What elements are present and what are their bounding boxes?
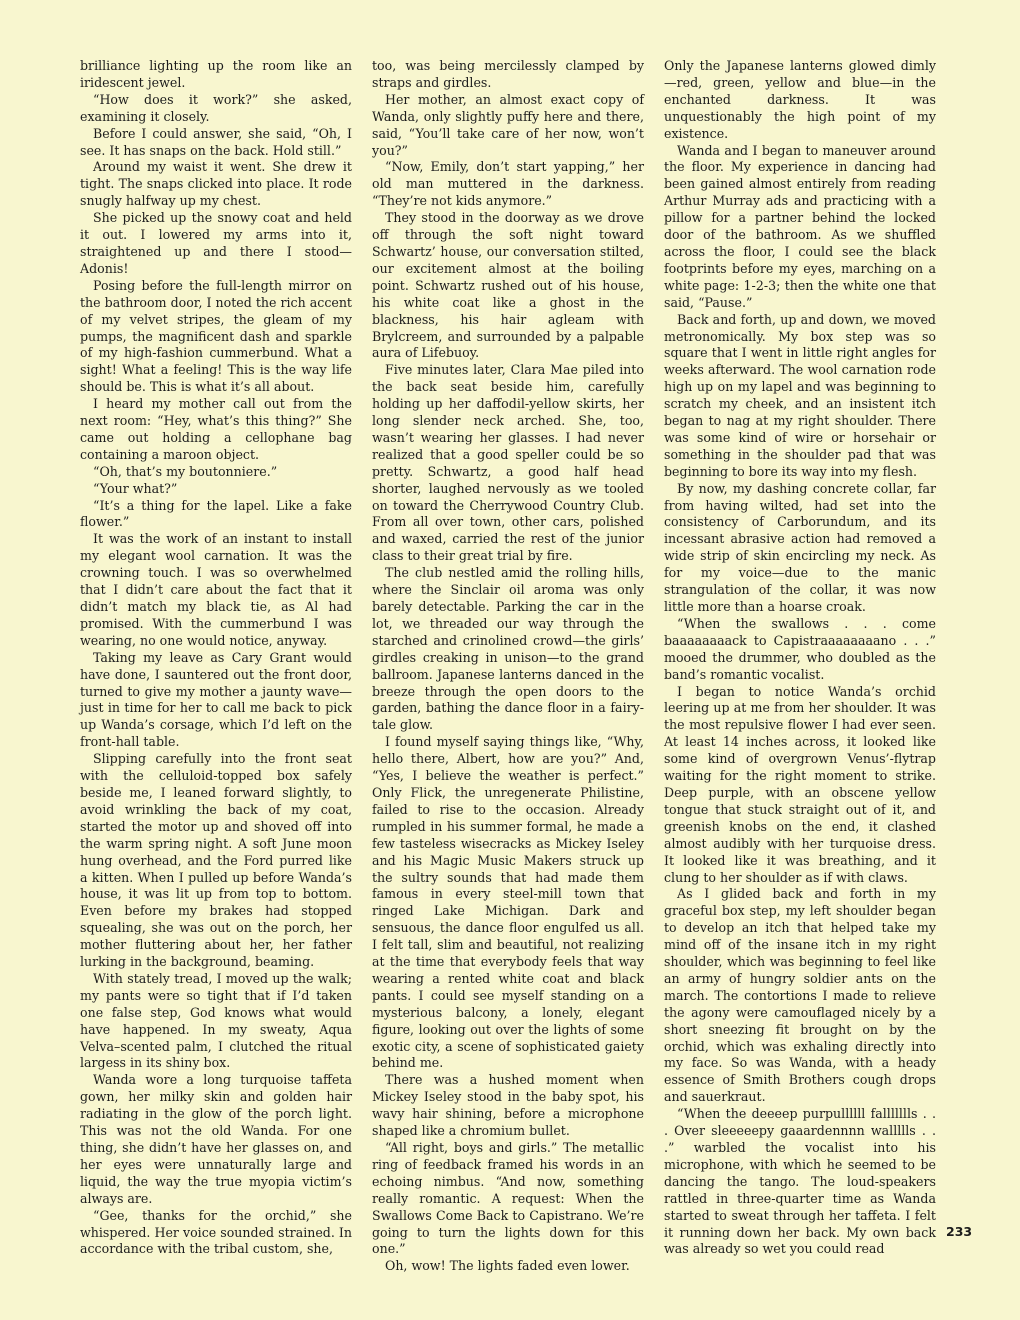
paragraph: “Gee, thanks for the orchid,” she whispered. Her voice sounded strained. In accordance with the tribal custom, she, [80,1207,352,1257]
paragraph: Her mother, an almost exact copy of Wanda, only slightly puffy here and there, said, “You’ll take care of her now, won’t you?” [372,91,644,158]
text-column-2 [372,58,644,1275]
text-column-3 [664,58,936,1258]
page-number: 233 [946,1224,973,1239]
paragraph: Wanda and I began to maneuver around the floor. My experience in dancing had been gained almost entirely from reading Arthur Murray ads and practicing with a pillow for a partner behind the locked door of the bathroom. As we shuffled across the floor, I could see the black footprints before my eyes, marching on a white page: 1-2-3; then the white one that said, “Pause.” [664,142,936,310]
paragraph: Only the Japanese lanterns glowed dimly —red, green, yellow and blue—in the enchanted darkness. It was unquestionably the high point of my existence. [664,58,936,141]
paragraph: By now, my dashing concrete collar, far from having wilted, had set into the consistency of Carborundum, and its incessant abrasive action had removed a wide strip of skin encircling my neck. As for my voice—due to the manic strangulation of the collar, it was now little more than a hoarse croak. [664,480,936,614]
paragraph: “Now, Emily, don’t start yapping,” her old man muttered in the darkness. “They’re not kids anymore.” [372,159,644,209]
paragraph: “All right, boys and girls.” The metallic ring of feedback framed his words in an echoing nimbus. “And now, something really romantic. A request: When the Swallows Come Back to Capistrano. We’re going to turn the lights down for this one.” [372,1140,644,1257]
paragraph: “Your what?” [93,480,178,496]
paragraph: “When the deeeep purpullllll fallllllls . . . Over sleeeeepy gaaardennnn wallllls . . .” warbled the vocalist into his microphone, with which he seemed to be dancing the tango. The loud-speakers rattled in three-quarter time as Wanda started to sweat through her taffeta. I felt it running down her back. My own back was already so wet you could read [664,1106,936,1257]
paragraph: I heard my mother call out from the next room: “Hey, what’s this thing?” She came out holding a cellophane bag containing a maroon object. [80,396,352,462]
paragraph: Taking my leave as Cary Grant would have done, I sauntered out the front door, turned to give my mother a jaunty wave—just in time for her to call me back to pick up Wanda’s corsage, which I’d left on the front-hall table. [80,649,352,750]
paragraph: It was the work of an instant to install my elegant wool carnation. It was the crowning touch. I was so overwhelmed that I didn’t care about the fact that it didn’t match my black tie, as Al had promised. With the cummerbund I was wearing, no one would notice, anyway. [80,531,352,648]
paragraph: “How does it work?” she asked, examining it closely. [80,91,352,124]
paragraph: Posing before the full-length mirror on the bathroom door, I noted the rich accent of my velvet stripes, the gleam of my pumps, the magnificent dash and sparkle of my high-fashion cummerbund. What a sight! What a feeling! This is the way life should be. This is what it’s all about. [80,277,352,395]
paragraph: Oh, wow! The lights faded even lower. [385,1258,630,1274]
paragraph: Around my waist it went. She drew it tight. The snaps clicked into place. It rode snugly halfway up my chest. [80,159,352,209]
paragraph: “It’s a thing for the lapel. Like a fake flower.” [80,497,352,530]
paragraph: With stately tread, I moved up the walk; my pants were so tight that if I’d taken one false step, God knows what would have happened. In my sweaty, Aqua Velva–scented palm, I clutched the ritual largess in its shiny box. [80,970,352,1071]
paragraph: Before I could answer, she said, “Oh, I see. It has snaps on the back. Hold still.” [80,125,352,158]
text-column-1 [80,58,352,1258]
paragraph: I found myself saying things like, “Why, hello there, Albert, how are you?” And, “Yes, I believe the weather is perfect.” Only Flick, the unregenerate Philistine, failed to rise to the occasion. Already rumpled in his summer formal, he made a few tasteless wisecracks as Mickey Iseley and his Magic Music Makers struck up the sultry sounds that had made them famous in every steel-mill town that ringed Lake Michigan. Dark and sensuous, the dance floor engulfed us all. I felt tall, slim and beautiful, not realizing at the time that everybody feels that way wearing a rented white coat and black pants. I could see myself standing on a mysterious balcony, a lonely, elegant figure, looking out over the lights of some exotic city, a scene of sophisticated gaiety behind me. [372,734,644,1071]
paragraph: “Oh, that’s my boutonniere.” [93,463,278,479]
paragraph: Slipping carefully into the front seat with the celluloid-topped box safely beside me, I leaned forward slightly, to avoid wrinkling the back of my coat, started the motor up and shoved off into the warm spring night. A soft June moon hung overhead, and the Ford purred like a kitten. When I pulled up before Wanda’s house, it was lit up from top to bottom. Even before my brakes had stopped squealing, she was out on the porch, her mother fluttering about her, her father lurking in the background, beaming. [80,751,352,970]
paragraph: There was a hushed moment when Mickey Iseley stood in the baby spot, his wavy hair shining, before a microphone shaped like a chromium bullet. [372,1072,644,1139]
paragraph: brilliance lighting up the room like an iridescent jewel. [80,58,352,90]
paragraph: I began to notice Wanda’s orchid leering up at me from her shoulder. It was the most repulsive flower I had ever seen. At least 14 inches across, it looked like some kind of overgrown Venus’-flytrap waiting for the right moment to strike. Deep purple, with an obscene yellow tongue that stuck straight out of it, and greenish knobs on the end, it clashed almost audibly with her turquoise dress. It looked like it was breathing, and it clung to her shoulder as if with claws. [664,683,936,885]
paragraph: They stood in the doorway as we drove off through the soft night toward Schwartz’ house, our conversation stilted, our excitement almost at the boiling point. Schwartz rushed out of his house, his white coat like a ghost in the blackness, his hair agleam with Brylcreem, and surrounded by a palpable aura of Lifebuoy. [372,210,644,361]
paragraph: Wanda wore a long turquoise taffeta gown, her milky skin and golden hair radiating in the glow of the porch light. This was not the old Wanda. For one thing, she didn’t have her glasses on, and her eyes were unnaturally large and liquid, the way the true myopia victim’s always are. [80,1072,352,1206]
paragraph: too, was being mercilessly clamped by straps and girdles. [372,58,644,90]
paragraph: The club nestled amid the rolling hills, where the Sinclair oil aroma was only barely detectable. Parking the car in the lot, we threaded our way through the starched and crinolined crowd—the girls’ girdles creaking in unison—to the grand ballroom. Japanese lanterns danced in the breeze through the open doors to the garden, bathing the dance floor in a fairy-tale glow. [372,565,644,733]
paragraph: Five minutes later, Clara Mae piled into the back seat beside him, carefully holding up her daffodil-yellow skirts, her long slender neck arched. She, too, wasn’t wearing her glasses. I had never realized that a good speller could be so pretty. Schwartz, a good half head shorter, laughed nervously as we tooled on toward the Cherrywood Country Club. From all over town, other cars, polished and waxed, carried the rest of the junior class to their great trial by fire. [372,362,644,564]
paragraph: She picked up the snowy coat and held it out. I lowered my arms into it, straightened up and there I stood—Adonis! [80,210,352,276]
paragraph: As I glided back and forth in my graceful box step, my left shoulder began to develop an itch that helped take my mind off of the insane itch in my right shoulder, which was beginning to feel like an army of hungry soldier ants on the march. The contortions I made to relieve the agony were camouflaged nicely by a short sneezing fit brought on by the orchid, which was exhaling directly into my face. So was Wanda, with a heady essence of Smith Brothers cough drops and sauerkraut. [664,886,936,1105]
paragraph: Back and forth, up and down, we moved metronomically. My box step was so square that I went in little right angles for weeks afterward. The wool carnation rode high up on my lapel and was beginning to scratch my cheek, and an insistent itch began to nag at my right shoulder. There was some kind of wire or horsehair or something in the shoulder pad that was beginning to bore its way into my flesh. [664,311,936,479]
paragraph: “When the swallows . . . come baaaaaaaack to Capistraaaaaaaano . . .” mooed the drummer, who doubled as the band’s romantic vocalist. [664,615,936,682]
